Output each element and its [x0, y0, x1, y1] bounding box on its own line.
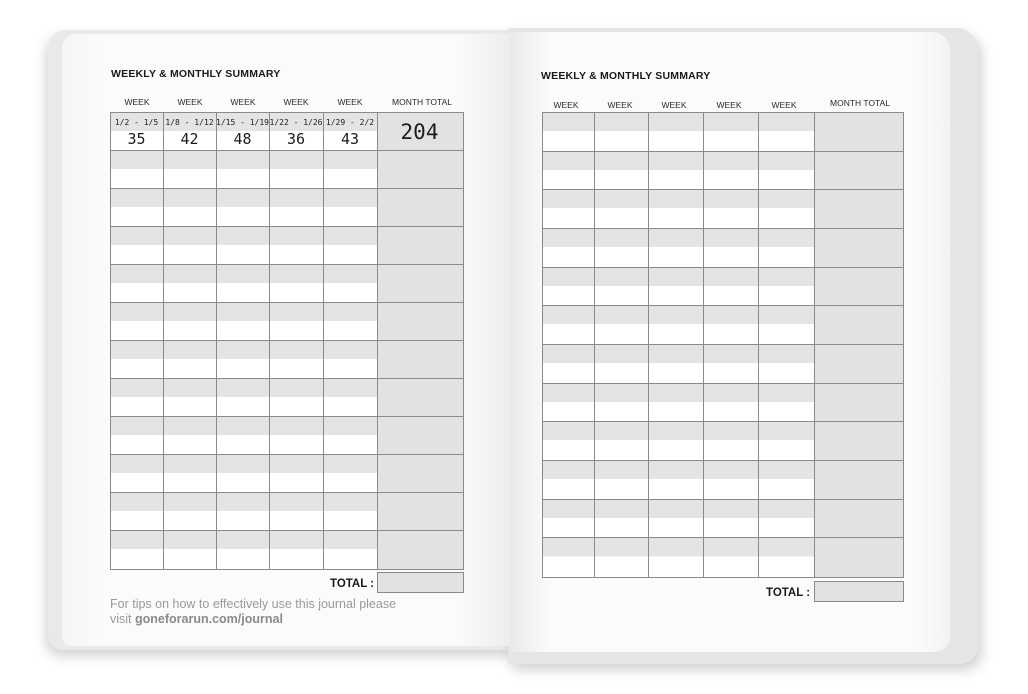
week-cell — [759, 422, 815, 461]
week-cell — [270, 455, 324, 493]
week-cell — [270, 227, 324, 265]
right-header-week-5: WEEK — [771, 100, 797, 110]
week-cell — [595, 538, 649, 577]
week-cell — [759, 500, 815, 539]
week-cell — [759, 461, 815, 500]
week-cell — [324, 493, 378, 531]
week-cell — [111, 417, 164, 455]
week-cell — [324, 303, 378, 341]
footer-url[interactable]: goneforarun.com/journal — [135, 612, 283, 626]
left-page-title: WEEKLY & MONTHLY SUMMARY — [111, 68, 281, 80]
week-cell — [111, 189, 164, 227]
week-cell — [164, 227, 217, 265]
week-5-value: 43 — [340, 130, 360, 148]
week-cell — [759, 113, 815, 152]
week-cell — [759, 306, 815, 345]
week-cell — [543, 422, 595, 461]
week-cell — [649, 345, 704, 384]
week-cell — [111, 265, 164, 303]
week-cell — [164, 151, 217, 189]
week-cell — [649, 268, 704, 307]
week-cell — [543, 461, 595, 500]
right-total-label: TOTAL : — [766, 587, 811, 599]
week-3-value: 48 — [233, 130, 252, 148]
week-cell — [217, 227, 270, 265]
week-cell — [543, 500, 595, 539]
week-cell — [270, 417, 324, 455]
week-cell — [111, 455, 164, 493]
month-total-cell — [378, 227, 463, 265]
right-header-month-total: MONTH TOTAL — [830, 98, 890, 108]
month-total-cell — [815, 422, 903, 461]
week-cell — [217, 303, 270, 341]
right-header-week-3: WEEK — [661, 100, 687, 110]
week-cell — [543, 229, 595, 268]
week-cell — [324, 455, 378, 493]
left-header-week-5: WEEK — [337, 97, 363, 107]
week-3-range: 1/15 - 1/19 — [216, 118, 269, 127]
month-total-cell — [815, 306, 903, 345]
week-cell — [324, 189, 378, 227]
week-cell — [595, 500, 649, 539]
week-cell — [649, 229, 704, 268]
footer-visit: visit — [110, 612, 135, 626]
week-cell — [543, 268, 595, 307]
week-cell — [704, 229, 759, 268]
week-cell — [704, 345, 759, 384]
week-2-value: 42 — [180, 130, 199, 148]
week-cell — [164, 265, 217, 303]
left-header-week-3: WEEK — [230, 97, 256, 107]
week-cell — [164, 189, 217, 227]
week-cell — [595, 113, 649, 152]
week-cell — [217, 379, 270, 417]
month-total-cell — [378, 417, 463, 455]
week-cell — [649, 538, 704, 577]
week-1-value: 35 — [127, 130, 146, 148]
month-total-cell — [815, 268, 903, 307]
week-cell — [704, 538, 759, 577]
right-header-week-2: WEEK — [607, 100, 633, 110]
week-cell — [111, 531, 164, 569]
week-4-range: 1/22 - 1/26 — [269, 118, 323, 127]
week-cell — [111, 151, 164, 189]
week-cell — [595, 190, 649, 229]
week-cell — [217, 531, 270, 569]
week-cell — [704, 422, 759, 461]
week-cell — [759, 190, 815, 229]
week-cell — [270, 531, 324, 569]
week-5-range: 1/29 - 2/2 — [325, 118, 375, 127]
month-total-cell — [815, 229, 903, 268]
week-cell — [543, 113, 595, 152]
month-total-cell — [815, 152, 903, 191]
left-header-month-total: MONTH TOTAL — [392, 97, 452, 107]
week-cell — [324, 341, 378, 379]
week-cell — [759, 229, 815, 268]
week-cell — [324, 265, 378, 303]
month-total-cell — [378, 531, 463, 569]
week-cell — [595, 268, 649, 307]
week-cell — [704, 268, 759, 307]
week-cell — [649, 461, 704, 500]
week-cell — [649, 500, 704, 539]
week-cell — [164, 379, 217, 417]
week-cell — [704, 190, 759, 229]
week-cell — [595, 306, 649, 345]
week-cell — [649, 306, 704, 345]
week-cell — [217, 455, 270, 493]
week-cell — [270, 303, 324, 341]
week-cell — [649, 152, 704, 191]
week-cell — [217, 341, 270, 379]
week-cell — [595, 422, 649, 461]
week-cell — [649, 113, 704, 152]
right-page — [510, 32, 950, 652]
right-total-box — [814, 581, 904, 602]
left-summary-grid — [110, 112, 464, 570]
left-total-label: TOTAL : — [330, 578, 375, 590]
week-cell — [704, 384, 759, 423]
week-cell — [164, 531, 217, 569]
week-cell — [324, 227, 378, 265]
right-page-title: WEEKLY & MONTHLY SUMMARY — [541, 70, 711, 82]
week-cell — [111, 303, 164, 341]
week-cell — [704, 306, 759, 345]
week-cell — [595, 461, 649, 500]
week-cell — [543, 152, 595, 191]
left-header-week-4: WEEK — [283, 97, 309, 107]
week-cell — [595, 229, 649, 268]
left-header-week-1: WEEK — [124, 97, 150, 107]
week-cell — [111, 341, 164, 379]
week-cell — [759, 152, 815, 191]
week-cell — [759, 538, 815, 577]
week-cell — [704, 461, 759, 500]
week-cell — [111, 493, 164, 531]
month-total-cell — [378, 189, 463, 227]
week-1-range: 1/2 - 1/5 — [114, 118, 159, 127]
week-cell — [595, 345, 649, 384]
week-cell — [543, 384, 595, 423]
week-cell — [217, 417, 270, 455]
week-cell — [217, 493, 270, 531]
week-cell — [543, 538, 595, 577]
week-cell — [595, 152, 649, 191]
week-cell — [543, 190, 595, 229]
month-total-cell — [378, 341, 463, 379]
week-cell — [704, 152, 759, 191]
week-4-value: 36 — [286, 130, 306, 148]
month-total-cell — [378, 303, 463, 341]
week-cell — [111, 379, 164, 417]
week-cell — [759, 268, 815, 307]
week-cell — [649, 190, 704, 229]
week-cell — [543, 306, 595, 345]
week-cell — [217, 265, 270, 303]
week-cell — [270, 379, 324, 417]
week-cell — [164, 455, 217, 493]
right-header-week-1: WEEK — [553, 100, 579, 110]
week-cell — [217, 151, 270, 189]
week-cell — [543, 345, 595, 384]
week-cell — [759, 384, 815, 423]
week-cell — [324, 531, 378, 569]
month-total-cell — [378, 493, 463, 531]
week-cell — [324, 151, 378, 189]
month-total-cell — [378, 151, 463, 189]
week-cell — [270, 265, 324, 303]
week-cell — [649, 422, 704, 461]
week-cell — [111, 227, 164, 265]
right-header-week-4: WEEK — [716, 100, 742, 110]
week-cell — [270, 151, 324, 189]
week-cell — [270, 341, 324, 379]
month-total-cell — [815, 500, 903, 539]
week-cell — [217, 189, 270, 227]
footer-note — [110, 597, 470, 627]
week-cell — [759, 345, 815, 384]
week-cell — [164, 341, 217, 379]
month-total-cell — [815, 538, 903, 577]
left-header-week-2: WEEK — [177, 97, 203, 107]
week-cell — [164, 493, 217, 531]
month-total-cell — [378, 265, 463, 303]
left-page — [62, 34, 510, 646]
week-cell — [324, 379, 378, 417]
week-cell — [649, 384, 704, 423]
left-total-box — [377, 572, 464, 593]
week-cell — [595, 384, 649, 423]
week-cell — [164, 417, 217, 455]
month-total-value: 204 — [400, 120, 439, 144]
month-total-cell — [378, 379, 463, 417]
week-cell — [324, 417, 378, 455]
week-2-range: 1/8 - 1/12 — [165, 118, 214, 127]
right-summary-grid — [542, 112, 904, 578]
month-total-cell — [815, 461, 903, 500]
week-cell — [704, 113, 759, 152]
month-total-cell — [815, 345, 903, 384]
month-total-cell — [815, 190, 903, 229]
week-cell — [164, 303, 217, 341]
month-total-cell — [815, 384, 903, 423]
week-cell — [270, 493, 324, 531]
month-total-cell — [815, 113, 903, 152]
week-cell — [270, 189, 324, 227]
month-total-cell — [378, 455, 463, 493]
footer-text: For tips on how to effectively use this journal please — [110, 597, 397, 611]
week-cell — [704, 500, 759, 539]
